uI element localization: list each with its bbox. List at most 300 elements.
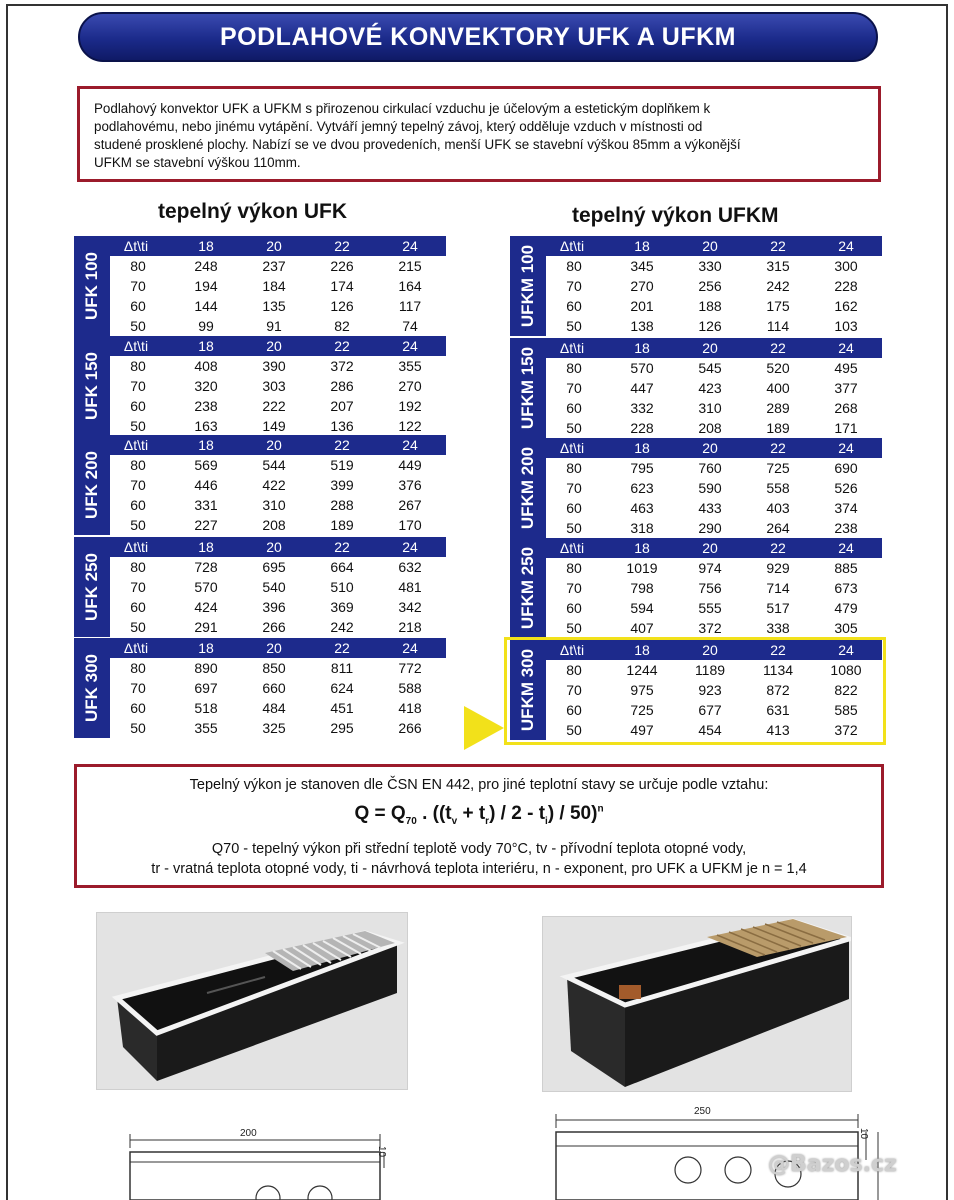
model-name: UFK 150 bbox=[82, 351, 101, 421]
model-name: UFK 250 bbox=[82, 552, 101, 622]
column-header: 18 bbox=[198, 539, 214, 555]
ufkm-table-title: tepelný výkon UFKM bbox=[572, 204, 779, 227]
table-cell: 555 bbox=[698, 600, 722, 616]
column-header: 22 bbox=[770, 340, 786, 356]
model-label bbox=[510, 538, 546, 638]
row-delta-t: 60 bbox=[566, 500, 582, 516]
table-cell: 1080 bbox=[830, 662, 862, 678]
model-label bbox=[510, 236, 546, 336]
table-cell: 291 bbox=[194, 619, 218, 635]
table-cell: 558 bbox=[766, 480, 790, 496]
table-cell: 82 bbox=[334, 318, 350, 334]
table-cell: 369 bbox=[330, 599, 354, 615]
row-delta-t: 60 bbox=[566, 600, 582, 616]
table-cell: 545 bbox=[698, 360, 722, 376]
table-cell: 632 bbox=[398, 559, 422, 575]
table-cell: 310 bbox=[698, 400, 722, 416]
table-cell: 144 bbox=[194, 298, 218, 314]
column-header: 22 bbox=[334, 539, 350, 555]
corner-header: Δt\ti bbox=[559, 540, 585, 556]
table-group bbox=[74, 336, 446, 436]
table-cell: 728 bbox=[194, 559, 218, 575]
table-cell: 497 bbox=[630, 722, 654, 738]
intro-line: studené prosklené plochy. Nabízí se ve dvou provedeních, menší UFK se stavební výškou 85mm a výkonější bbox=[94, 137, 741, 152]
row-delta-t: 70 bbox=[566, 278, 582, 294]
column-header: 24 bbox=[402, 437, 418, 453]
intro-line: podlahovému, nebo jinému vytápění. Vytváří jemný tepelný závoj, který odděluje vzduch v místnosti od bbox=[94, 119, 703, 134]
row-delta-t: 80 bbox=[130, 258, 146, 274]
row-delta-t: 80 bbox=[566, 460, 582, 476]
row-delta-t: 70 bbox=[566, 580, 582, 596]
row-delta-t: 50 bbox=[566, 620, 582, 636]
table-cell: 266 bbox=[262, 619, 286, 635]
column-header: 24 bbox=[402, 238, 418, 254]
row-delta-t: 60 bbox=[130, 398, 146, 414]
table-header-row bbox=[110, 236, 446, 256]
dimension-label: 10 bbox=[376, 1145, 388, 1158]
row-delta-t: 70 bbox=[130, 278, 146, 294]
table-cell: 218 bbox=[398, 619, 422, 635]
corner-header: Δt\ti bbox=[123, 238, 149, 254]
row-delta-t: 50 bbox=[566, 420, 582, 436]
table-cell: 885 bbox=[834, 560, 858, 576]
table-cell: 423 bbox=[698, 380, 722, 396]
table-cell: 570 bbox=[194, 579, 218, 595]
column-header: 24 bbox=[838, 642, 854, 658]
table-cell: 725 bbox=[766, 460, 790, 476]
table-cell: 99 bbox=[198, 318, 214, 334]
table-cell: 540 bbox=[262, 579, 286, 595]
formula-box bbox=[74, 764, 884, 888]
column-header: 20 bbox=[702, 642, 718, 658]
row-delta-t: 60 bbox=[566, 298, 582, 314]
table-group bbox=[510, 538, 882, 638]
row-delta-t: 50 bbox=[130, 418, 146, 434]
row-delta-t: 50 bbox=[130, 720, 146, 736]
row-delta-t: 60 bbox=[566, 702, 582, 718]
table-cell: 174 bbox=[330, 278, 354, 294]
table-cell: 288 bbox=[330, 497, 354, 513]
table-cell: 330 bbox=[698, 258, 722, 274]
table-cell: 569 bbox=[194, 457, 218, 473]
table-cell: 631 bbox=[766, 702, 790, 718]
column-header: 24 bbox=[402, 338, 418, 354]
table-cell: 929 bbox=[766, 560, 790, 576]
column-header: 24 bbox=[838, 540, 854, 556]
table-cell: 286 bbox=[330, 378, 354, 394]
row-delta-t: 80 bbox=[566, 360, 582, 376]
table-cell: 207 bbox=[330, 398, 354, 414]
table-cell: 424 bbox=[194, 599, 218, 615]
corner-header: Δt\ti bbox=[559, 238, 585, 254]
highlight-arrow-icon bbox=[464, 706, 504, 750]
table-cell: 418 bbox=[398, 700, 422, 716]
table-cell: 484 bbox=[262, 700, 286, 716]
table-cell: 136 bbox=[330, 418, 354, 434]
table-cell: 238 bbox=[834, 520, 858, 536]
formula-legend-1: Q70 - tepelný výkon při střední teplotě vody 70°C, tv - přívodní teplota otopné vody, bbox=[211, 841, 747, 857]
table-header-row bbox=[546, 538, 882, 558]
column-header: 20 bbox=[702, 340, 718, 356]
table-cell: 454 bbox=[698, 722, 722, 738]
table-cell: 74 bbox=[402, 318, 418, 334]
table-cell: 725 bbox=[630, 702, 654, 718]
table-cell: 377 bbox=[834, 380, 858, 396]
table-cell: 585 bbox=[834, 702, 858, 718]
column-header: 18 bbox=[634, 238, 650, 254]
table-cell: 400 bbox=[766, 380, 790, 396]
table-cell: 164 bbox=[398, 278, 422, 294]
table-cell: 623 bbox=[630, 480, 654, 496]
table-cell: 570 bbox=[630, 360, 654, 376]
row-delta-t: 50 bbox=[566, 318, 582, 334]
watermark: @Bazos.cz bbox=[768, 1152, 897, 1177]
table-group bbox=[74, 537, 446, 637]
column-header: 22 bbox=[770, 238, 786, 254]
table-cell: 201 bbox=[630, 298, 654, 314]
row-delta-t: 50 bbox=[130, 318, 146, 334]
column-header: 22 bbox=[770, 540, 786, 556]
table-cell: 122 bbox=[398, 418, 422, 434]
table-cell: 756 bbox=[698, 580, 722, 596]
table-cell: 517 bbox=[766, 600, 790, 616]
row-delta-t: 70 bbox=[566, 380, 582, 396]
table-cell: 126 bbox=[330, 298, 354, 314]
model-name: UFKM 250 bbox=[518, 546, 537, 630]
corner-header: Δt\ti bbox=[123, 640, 149, 656]
table-cell: 760 bbox=[698, 460, 722, 476]
table-cell: 227 bbox=[194, 517, 218, 533]
column-header: 18 bbox=[634, 642, 650, 658]
row-delta-t: 60 bbox=[130, 599, 146, 615]
table-cell: 520 bbox=[766, 360, 790, 376]
table-group bbox=[74, 435, 446, 535]
table-header-row bbox=[110, 537, 446, 557]
table-cell: 126 bbox=[698, 318, 722, 334]
table-cell: 872 bbox=[766, 682, 790, 698]
row-delta-t: 60 bbox=[130, 298, 146, 314]
table-cell: 188 bbox=[698, 298, 722, 314]
table-cell: 975 bbox=[630, 682, 654, 698]
table-cell: 518 bbox=[194, 700, 218, 716]
table-header-row bbox=[110, 336, 446, 356]
table-cell: 690 bbox=[834, 460, 858, 476]
table-cell: 673 bbox=[834, 580, 858, 596]
column-header: 18 bbox=[198, 238, 214, 254]
row-delta-t: 50 bbox=[566, 520, 582, 536]
table-cell: 795 bbox=[630, 460, 654, 476]
table-cell: 91 bbox=[266, 318, 282, 334]
table-cell: 390 bbox=[262, 358, 286, 374]
row-delta-t: 80 bbox=[566, 662, 582, 678]
table-cell: 1189 bbox=[694, 662, 726, 678]
table-group bbox=[74, 638, 446, 738]
table-cell: 325 bbox=[262, 720, 286, 736]
table-cell: 117 bbox=[398, 298, 422, 314]
intro-line: Podlahový konvektor UFK a UFKM s přirozenou cirkulací vzduchu je účelovým a estetickým doplňkem k bbox=[94, 101, 711, 116]
table-cell: 162 bbox=[834, 298, 858, 314]
column-header: 22 bbox=[334, 338, 350, 354]
table-cell: 228 bbox=[834, 278, 858, 294]
table-cell: 590 bbox=[698, 480, 722, 496]
row-delta-t: 80 bbox=[130, 660, 146, 676]
table-cell: 451 bbox=[330, 700, 354, 716]
table-cell: 345 bbox=[630, 258, 654, 274]
model-name: UFK 100 bbox=[82, 251, 101, 321]
table-cell: 338 bbox=[766, 620, 790, 636]
column-header: 20 bbox=[702, 440, 718, 456]
table-group bbox=[74, 236, 446, 336]
table-cell: 974 bbox=[698, 560, 722, 576]
model-label bbox=[510, 438, 546, 538]
table-cell: 413 bbox=[766, 722, 790, 738]
table-cell: 372 bbox=[834, 722, 858, 738]
column-header: 18 bbox=[198, 338, 214, 354]
column-header: 22 bbox=[770, 440, 786, 456]
column-header: 20 bbox=[702, 238, 718, 254]
column-header: 22 bbox=[334, 437, 350, 453]
highlight-box bbox=[504, 637, 886, 745]
table-cell: 315 bbox=[766, 258, 790, 274]
table-cell: 850 bbox=[262, 660, 286, 676]
table-cell: 433 bbox=[698, 500, 722, 516]
row-delta-t: 70 bbox=[130, 579, 146, 595]
table-cell: 194 bbox=[194, 278, 218, 294]
table-cell: 660 bbox=[262, 680, 286, 696]
table-cell: 248 bbox=[194, 258, 218, 274]
table-cell: 695 bbox=[262, 559, 286, 575]
table-cell: 544 bbox=[262, 457, 286, 473]
column-header: 20 bbox=[266, 338, 282, 354]
table-header-row bbox=[110, 638, 446, 658]
table-cell: 175 bbox=[766, 298, 790, 314]
table-cell: 396 bbox=[262, 599, 286, 615]
dimension-label: 200 bbox=[240, 1128, 257, 1139]
row-delta-t: 60 bbox=[130, 497, 146, 513]
model-name: UFKM 300 bbox=[518, 648, 537, 732]
table-cell: 256 bbox=[698, 278, 722, 294]
row-delta-t: 80 bbox=[566, 258, 582, 274]
table-cell: 305 bbox=[834, 620, 858, 636]
table-cell: 447 bbox=[630, 380, 654, 396]
table-cell: 215 bbox=[398, 258, 422, 274]
product-photo-ufk bbox=[96, 912, 408, 1090]
model-name: UFKM 200 bbox=[518, 446, 537, 530]
column-header: 20 bbox=[266, 437, 282, 453]
column-header: 22 bbox=[334, 640, 350, 656]
row-delta-t: 50 bbox=[566, 722, 582, 738]
row-delta-t: 80 bbox=[566, 560, 582, 576]
model-label bbox=[74, 336, 110, 436]
product-photo-ufkm bbox=[542, 916, 852, 1092]
table-cell: 677 bbox=[698, 702, 722, 718]
row-delta-t: 80 bbox=[130, 358, 146, 374]
corner-header: Δt\ti bbox=[559, 440, 585, 456]
corner-header: Δt\ti bbox=[123, 338, 149, 354]
table-cell: 270 bbox=[630, 278, 654, 294]
table-header-row bbox=[546, 236, 882, 256]
column-header: 18 bbox=[198, 640, 214, 656]
table-cell: 303 bbox=[262, 378, 286, 394]
column-header: 24 bbox=[838, 340, 854, 356]
table-cell: 624 bbox=[330, 680, 354, 696]
table-cell: 376 bbox=[398, 477, 422, 493]
model-label bbox=[74, 236, 110, 336]
page-title: PODLAHOVÉ KONVEKTORY UFK A UFKM bbox=[220, 22, 736, 51]
table-cell: 189 bbox=[766, 420, 790, 436]
table-cell: 171 bbox=[834, 420, 858, 436]
column-header: 18 bbox=[634, 440, 650, 456]
dimension-label: 250 bbox=[694, 1106, 711, 1117]
model-name: UFKM 100 bbox=[518, 244, 537, 328]
model-label bbox=[74, 638, 110, 738]
table-cell: 481 bbox=[398, 579, 422, 595]
column-header: 24 bbox=[838, 440, 854, 456]
table-cell: 290 bbox=[698, 520, 722, 536]
row-delta-t: 60 bbox=[130, 700, 146, 716]
table-cell: 342 bbox=[398, 599, 422, 615]
column-header: 20 bbox=[266, 640, 282, 656]
intro-box bbox=[77, 86, 881, 182]
row-delta-t: 70 bbox=[130, 680, 146, 696]
table-cell: 295 bbox=[330, 720, 354, 736]
corner-header: Δt\ti bbox=[123, 437, 149, 453]
table-group bbox=[510, 338, 882, 438]
table-cell: 163 bbox=[194, 418, 218, 434]
model-name: UFKM 150 bbox=[518, 346, 537, 430]
table-cell: 208 bbox=[262, 517, 286, 533]
intro-line: UFKM se stavební výškou 110mm. bbox=[94, 155, 301, 170]
formula-intro: Tepelný výkon je stanoven dle ČSN EN 442, pro jiné teplotní stavy se určuje podle vztahu: bbox=[189, 777, 769, 793]
table-cell: 264 bbox=[766, 520, 790, 536]
formula-legend-2: tr - vratná teplota otopné vody, ti - návrhová teplota interiéru, n - exponent, pro UFK a UFKM je n = 1,4 bbox=[151, 861, 807, 877]
formula-equation: $Q = Q_{70}$ . $((t_v + t_r) / 2 - t_i) / 50)^n$ bbox=[354, 803, 604, 827]
table-cell: 135 bbox=[262, 298, 286, 314]
row-delta-t: 60 bbox=[566, 400, 582, 416]
row-delta-t: 70 bbox=[566, 480, 582, 496]
table-cell: 355 bbox=[398, 358, 422, 374]
table-cell: 772 bbox=[398, 660, 422, 676]
row-delta-t: 70 bbox=[130, 477, 146, 493]
table-cell: 449 bbox=[398, 457, 422, 473]
table-cell: 149 bbox=[262, 418, 286, 434]
table-cell: 238 bbox=[194, 398, 218, 414]
table-cell: 890 bbox=[194, 660, 218, 676]
table-cell: 138 bbox=[630, 318, 654, 334]
corner-header: Δt\ti bbox=[559, 642, 585, 658]
model-name: UFK 200 bbox=[82, 450, 101, 520]
table-cell: 403 bbox=[766, 500, 790, 516]
table-cell: 811 bbox=[330, 660, 354, 676]
column-header: 20 bbox=[702, 540, 718, 556]
table-cell: 510 bbox=[330, 579, 354, 595]
table-cell: 270 bbox=[398, 378, 422, 394]
column-header: 18 bbox=[634, 540, 650, 556]
table-cell: 289 bbox=[766, 400, 790, 416]
table-cell: 300 bbox=[834, 258, 858, 274]
dimension-label: 10 bbox=[858, 1127, 870, 1140]
table-cell: 192 bbox=[398, 398, 422, 414]
column-header: 24 bbox=[402, 539, 418, 555]
table-group bbox=[510, 438, 882, 538]
table-cell: 208 bbox=[698, 420, 722, 436]
table-cell: 463 bbox=[630, 500, 654, 516]
table-cell: 222 bbox=[262, 398, 286, 414]
table-cell: 1244 bbox=[626, 662, 658, 678]
table-cell: 267 bbox=[398, 497, 422, 513]
table-cell: 331 bbox=[194, 497, 218, 513]
table-cell: 114 bbox=[766, 318, 790, 334]
column-header: 24 bbox=[838, 238, 854, 254]
table-cell: 184 bbox=[262, 278, 286, 294]
model-label bbox=[74, 537, 110, 637]
table-cell: 407 bbox=[630, 620, 654, 636]
table-cell: 320 bbox=[194, 378, 218, 394]
table-cell: 588 bbox=[398, 680, 422, 696]
model-label bbox=[510, 338, 546, 438]
corner-header: Δt\ti bbox=[559, 340, 585, 356]
row-delta-t: 80 bbox=[130, 559, 146, 575]
table-header-row bbox=[110, 435, 446, 455]
table-cell: 408 bbox=[194, 358, 218, 374]
table-cell: 495 bbox=[834, 360, 858, 376]
table-cell: 1134 bbox=[762, 662, 794, 678]
model-name: UFK 300 bbox=[82, 653, 101, 723]
column-header: 18 bbox=[198, 437, 214, 453]
table-cell: 714 bbox=[766, 580, 790, 596]
table-cell: 226 bbox=[330, 258, 354, 274]
table-cell: 923 bbox=[698, 682, 722, 698]
column-header: 22 bbox=[334, 238, 350, 254]
row-delta-t: 50 bbox=[130, 619, 146, 635]
table-cell: 664 bbox=[330, 559, 354, 575]
table-cell: 822 bbox=[834, 682, 858, 698]
table-cell: 103 bbox=[834, 318, 858, 334]
title-banner bbox=[78, 12, 878, 62]
table-group bbox=[510, 236, 882, 336]
table-cell: 399 bbox=[330, 477, 354, 493]
model-label bbox=[74, 435, 110, 535]
table-cell: 268 bbox=[834, 400, 858, 416]
ufk-table-title: tepelný výkon UFK bbox=[158, 200, 348, 223]
table-cell: 332 bbox=[630, 400, 654, 416]
corner-header: Δt\ti bbox=[123, 539, 149, 555]
table-cell: 594 bbox=[630, 600, 654, 616]
table-cell: 318 bbox=[630, 520, 654, 536]
column-header: 22 bbox=[770, 642, 786, 658]
row-delta-t: 50 bbox=[130, 517, 146, 533]
table-cell: 798 bbox=[630, 580, 654, 596]
table-cell: 519 bbox=[330, 457, 354, 473]
table-cell: 422 bbox=[262, 477, 286, 493]
table-header-row bbox=[546, 338, 882, 358]
table-cell: 1019 bbox=[626, 560, 658, 576]
table-cell: 237 bbox=[262, 258, 286, 274]
column-header: 24 bbox=[402, 640, 418, 656]
row-delta-t: 70 bbox=[566, 682, 582, 698]
table-cell: 374 bbox=[834, 500, 858, 516]
table-cell: 310 bbox=[262, 497, 286, 513]
table-cell: 372 bbox=[698, 620, 722, 636]
table-cell: 242 bbox=[766, 278, 790, 294]
table-cell: 170 bbox=[398, 517, 422, 533]
table-cell: 266 bbox=[398, 720, 422, 736]
column-header: 18 bbox=[634, 340, 650, 356]
table-header-row bbox=[546, 438, 882, 458]
table-cell: 189 bbox=[330, 517, 354, 533]
table-cell: 355 bbox=[194, 720, 218, 736]
row-delta-t: 80 bbox=[130, 457, 146, 473]
